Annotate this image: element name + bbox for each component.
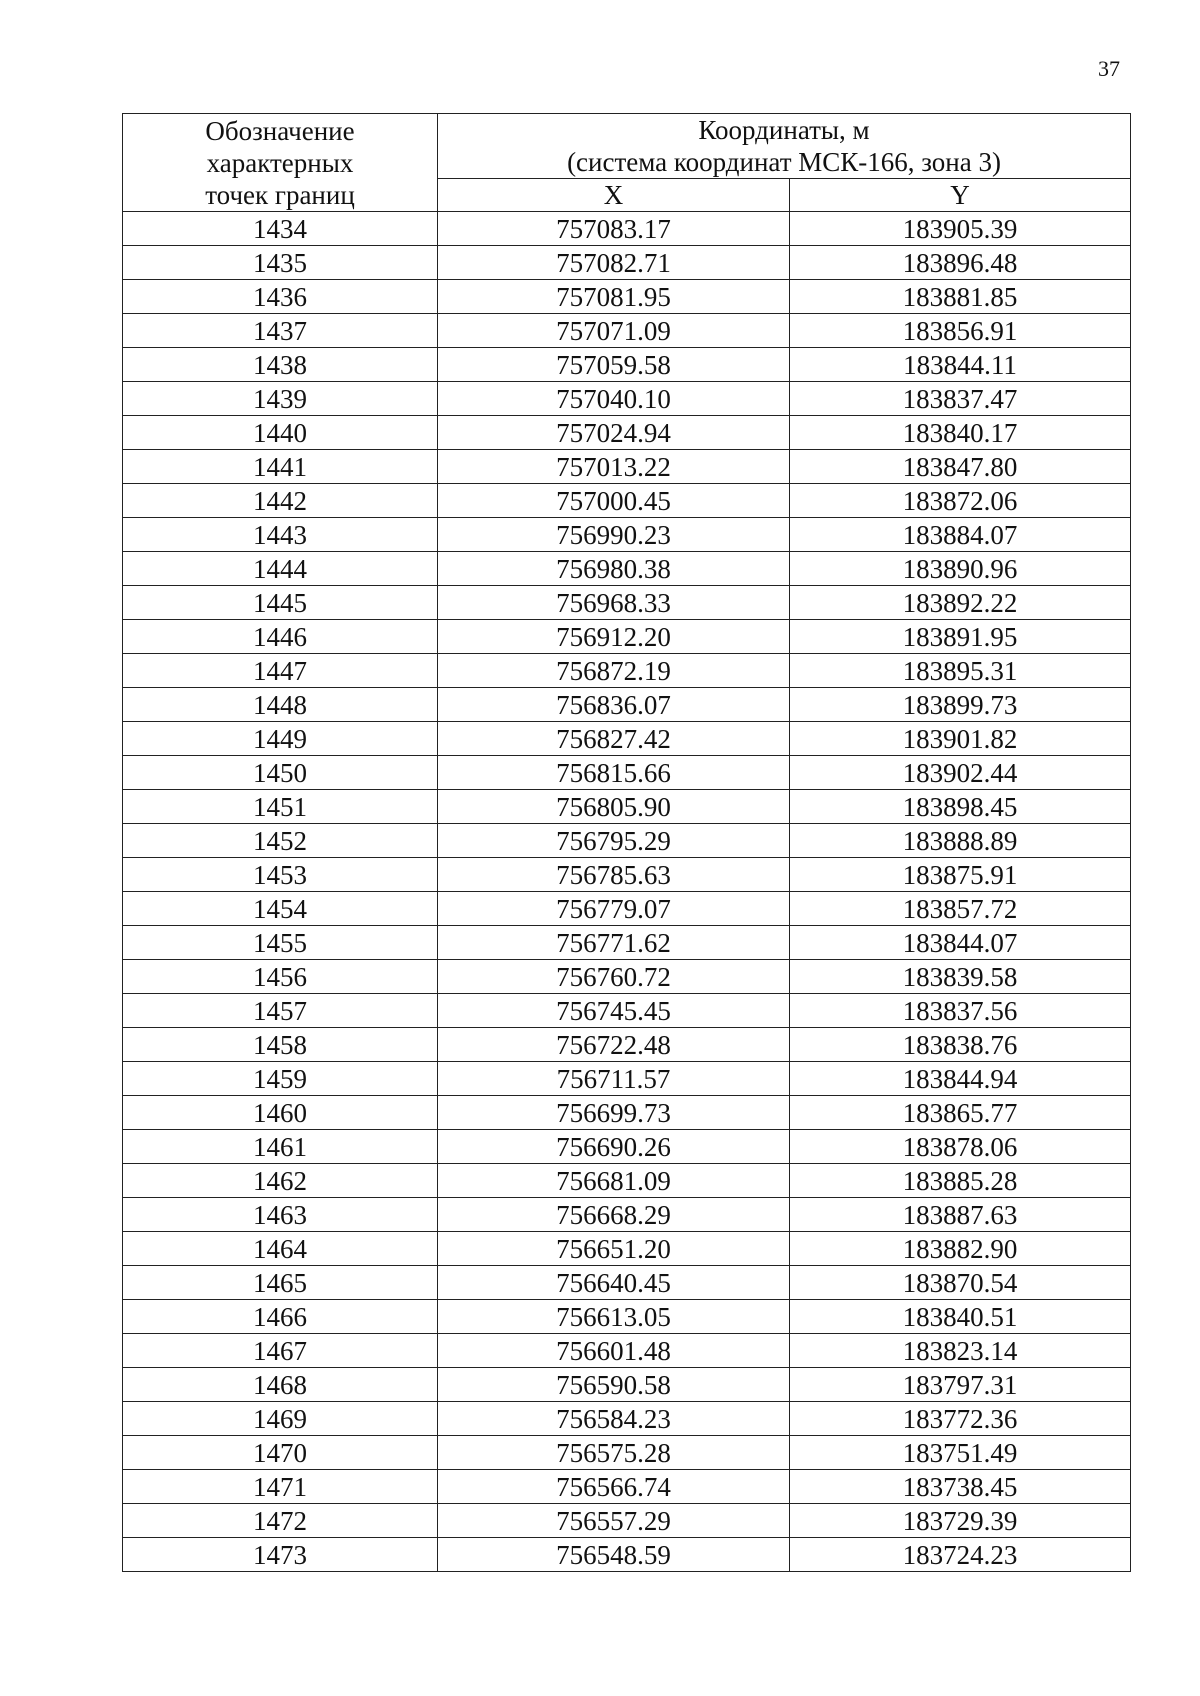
x-coordinate-cell: 756968.33 — [438, 586, 790, 620]
point-id-cell: 1469 — [123, 1402, 438, 1436]
y-coordinate-cell: 183844.94 — [790, 1062, 1131, 1096]
point-id-cell: 1444 — [123, 552, 438, 586]
point-id-cell: 1435 — [123, 246, 438, 280]
point-id-cell: 1438 — [123, 348, 438, 382]
point-id-cell: 1455 — [123, 926, 438, 960]
table-row — [123, 314, 1131, 348]
table-row — [123, 348, 1131, 382]
x-coordinate-cell: 757082.71 — [438, 246, 790, 280]
y-coordinate-cell: 183902.44 — [790, 756, 1131, 790]
table-row — [123, 416, 1131, 450]
y-coordinate-cell: 183847.80 — [790, 450, 1131, 484]
point-id-cell: 1468 — [123, 1368, 438, 1402]
coordinates-table — [122, 113, 1131, 1572]
x-coordinate-cell: 756590.58 — [438, 1368, 790, 1402]
x-coordinate-cell: 756601.48 — [438, 1334, 790, 1368]
point-id-cell: 1443 — [123, 518, 438, 552]
table-row — [123, 280, 1131, 314]
x-coordinate-cell: 757071.09 — [438, 314, 790, 348]
x-coordinate-cell: 757040.10 — [438, 382, 790, 416]
point-id-cell: 1471 — [123, 1470, 438, 1504]
y-coordinate-cell: 183892.22 — [790, 586, 1131, 620]
table-row — [123, 824, 1131, 858]
x-coordinate-cell: 756795.29 — [438, 824, 790, 858]
x-coordinate-cell: 756690.26 — [438, 1130, 790, 1164]
table-row — [123, 790, 1131, 824]
point-id-cell: 1440 — [123, 416, 438, 450]
table-row — [123, 1300, 1131, 1334]
x-coordinate-cell: 756575.28 — [438, 1436, 790, 1470]
point-id-cell: 1453 — [123, 858, 438, 892]
y-coordinate-cell: 183901.82 — [790, 722, 1131, 756]
table-header — [123, 114, 1131, 212]
point-id-cell: 1472 — [123, 1504, 438, 1538]
point-id-cell: 1450 — [123, 756, 438, 790]
table-row — [123, 1538, 1131, 1572]
table-row — [123, 1368, 1131, 1402]
table-row — [123, 654, 1131, 688]
x-coordinate-cell: 756640.45 — [438, 1266, 790, 1300]
y-coordinate-cell: 183875.91 — [790, 858, 1131, 892]
x-coordinate-cell: 757081.95 — [438, 280, 790, 314]
x-column-header: X — [438, 179, 790, 212]
x-coordinate-cell: 756836.07 — [438, 688, 790, 722]
point-id-cell: 1454 — [123, 892, 438, 926]
point-id-cell: 1439 — [123, 382, 438, 416]
y-coordinate-cell: 183840.17 — [790, 416, 1131, 450]
table-row — [123, 756, 1131, 790]
x-coordinate-cell: 756827.42 — [438, 722, 790, 756]
y-coordinate-cell: 183797.31 — [790, 1368, 1131, 1402]
x-coordinate-cell: 756805.90 — [438, 790, 790, 824]
x-coordinate-cell: 756722.48 — [438, 1028, 790, 1062]
table-row — [123, 1504, 1131, 1538]
point-header-line-2: характерных — [206, 147, 354, 178]
x-coordinate-cell: 757083.17 — [438, 212, 790, 246]
y-coordinate-cell: 183857.72 — [790, 892, 1131, 926]
point-id-cell: 1448 — [123, 688, 438, 722]
x-coordinate-cell: 756980.38 — [438, 552, 790, 586]
y-coordinate-cell: 183838.76 — [790, 1028, 1131, 1062]
x-coordinate-cell: 756711.57 — [438, 1062, 790, 1096]
table-row — [123, 1470, 1131, 1504]
table-row — [123, 484, 1131, 518]
coordinates-header — [438, 114, 1131, 179]
y-coordinate-cell: 183837.47 — [790, 382, 1131, 416]
point-id-cell: 1463 — [123, 1198, 438, 1232]
point-id-cell: 1434 — [123, 212, 438, 246]
y-coordinate-cell: 183896.48 — [790, 246, 1131, 280]
table-body — [123, 212, 1131, 1572]
point-header-line-1: Обозначение — [205, 115, 355, 146]
x-coordinate-cell: 757000.45 — [438, 484, 790, 518]
x-coordinate-cell: 756872.19 — [438, 654, 790, 688]
table-row — [123, 1402, 1131, 1436]
table-row — [123, 1096, 1131, 1130]
table-row — [123, 1028, 1131, 1062]
table-row — [123, 450, 1131, 484]
y-coordinate-cell: 183856.91 — [790, 314, 1131, 348]
point-id-cell: 1436 — [123, 280, 438, 314]
x-coordinate-cell: 757024.94 — [438, 416, 790, 450]
table-row — [123, 858, 1131, 892]
y-coordinate-cell: 183881.85 — [790, 280, 1131, 314]
table-row — [123, 246, 1131, 280]
table-row — [123, 1334, 1131, 1368]
x-coordinate-cell: 756681.09 — [438, 1164, 790, 1198]
y-coordinate-cell: 183839.58 — [790, 960, 1131, 994]
table-row — [123, 1164, 1131, 1198]
x-coordinate-cell: 756557.29 — [438, 1504, 790, 1538]
y-coordinate-cell: 183885.28 — [790, 1164, 1131, 1198]
x-coordinate-cell: 756771.62 — [438, 926, 790, 960]
point-id-cell: 1473 — [123, 1538, 438, 1572]
point-id-cell: 1437 — [123, 314, 438, 348]
x-coordinate-cell: 756745.45 — [438, 994, 790, 1028]
table-row — [123, 688, 1131, 722]
y-coordinate-cell: 183844.07 — [790, 926, 1131, 960]
coordinates-title: Координаты, м — [698, 115, 870, 145]
table-row — [123, 722, 1131, 756]
y-coordinate-cell: 183890.96 — [790, 552, 1131, 586]
y-coordinate-cell: 183772.36 — [790, 1402, 1131, 1436]
table-row — [123, 552, 1131, 586]
point-id-cell: 1470 — [123, 1436, 438, 1470]
y-coordinate-cell: 183884.07 — [790, 518, 1131, 552]
point-id-cell: 1467 — [123, 1334, 438, 1368]
x-coordinate-cell: 756548.59 — [438, 1538, 790, 1572]
x-coordinate-cell: 756779.07 — [438, 892, 790, 926]
y-coordinate-cell: 183840.51 — [790, 1300, 1131, 1334]
point-id-cell: 1451 — [123, 790, 438, 824]
coordinates-subtitle: (система координат МСК-166, зона 3) — [567, 147, 1001, 177]
point-id-cell: 1449 — [123, 722, 438, 756]
point-id-cell: 1458 — [123, 1028, 438, 1062]
y-coordinate-cell: 183878.06 — [790, 1130, 1131, 1164]
x-coordinate-cell: 756760.72 — [438, 960, 790, 994]
table-row — [123, 1130, 1131, 1164]
table-row — [123, 382, 1131, 416]
x-coordinate-cell: 757013.22 — [438, 450, 790, 484]
page-number: 37 — [1098, 56, 1120, 81]
table-row — [123, 1436, 1131, 1470]
table-row — [123, 994, 1131, 1028]
y-column-header: Y — [790, 179, 1131, 212]
table-row — [123, 892, 1131, 926]
x-coordinate-cell: 756990.23 — [438, 518, 790, 552]
x-coordinate-cell: 756699.73 — [438, 1096, 790, 1130]
point-id-cell: 1447 — [123, 654, 438, 688]
point-id-cell: 1452 — [123, 824, 438, 858]
point-designation-header — [123, 114, 438, 212]
point-id-cell: 1456 — [123, 960, 438, 994]
x-coordinate-cell: 756651.20 — [438, 1232, 790, 1266]
point-id-cell: 1462 — [123, 1164, 438, 1198]
table-row — [123, 620, 1131, 654]
y-coordinate-cell: 183729.39 — [790, 1504, 1131, 1538]
y-coordinate-cell: 183891.95 — [790, 620, 1131, 654]
point-id-cell: 1464 — [123, 1232, 438, 1266]
table-row — [123, 1198, 1131, 1232]
y-coordinate-cell: 183899.73 — [790, 688, 1131, 722]
x-coordinate-cell: 756668.29 — [438, 1198, 790, 1232]
y-coordinate-cell: 183865.77 — [790, 1096, 1131, 1130]
y-coordinate-cell: 183738.45 — [790, 1470, 1131, 1504]
x-coordinate-cell: 756584.23 — [438, 1402, 790, 1436]
y-coordinate-cell: 183872.06 — [790, 484, 1131, 518]
point-id-cell: 1466 — [123, 1300, 438, 1334]
y-coordinate-cell: 183882.90 — [790, 1232, 1131, 1266]
table-row — [123, 212, 1131, 246]
y-coordinate-cell: 183895.31 — [790, 654, 1131, 688]
y-coordinate-cell: 183844.11 — [790, 348, 1131, 382]
x-coordinate-cell: 756815.66 — [438, 756, 790, 790]
y-coordinate-cell: 183724.23 — [790, 1538, 1131, 1572]
table-row — [123, 1062, 1131, 1096]
point-id-cell: 1446 — [123, 620, 438, 654]
y-coordinate-cell: 183837.56 — [790, 994, 1131, 1028]
y-coordinate-cell: 183870.54 — [790, 1266, 1131, 1300]
point-id-cell: 1460 — [123, 1096, 438, 1130]
table-row — [123, 586, 1131, 620]
y-coordinate-cell: 183823.14 — [790, 1334, 1131, 1368]
x-coordinate-cell: 756912.20 — [438, 620, 790, 654]
point-id-cell: 1442 — [123, 484, 438, 518]
point-id-cell: 1445 — [123, 586, 438, 620]
point-id-cell: 1459 — [123, 1062, 438, 1096]
y-coordinate-cell: 183888.89 — [790, 824, 1131, 858]
table-row — [123, 518, 1131, 552]
table-row — [123, 926, 1131, 960]
y-coordinate-cell: 183887.63 — [790, 1198, 1131, 1232]
x-coordinate-cell: 757059.58 — [438, 348, 790, 382]
point-id-cell: 1441 — [123, 450, 438, 484]
y-coordinate-cell: 183898.45 — [790, 790, 1131, 824]
table-row — [123, 960, 1131, 994]
point-id-cell: 1465 — [123, 1266, 438, 1300]
y-coordinate-cell: 183905.39 — [790, 212, 1131, 246]
y-coordinate-cell: 183751.49 — [790, 1436, 1131, 1470]
point-id-cell: 1461 — [123, 1130, 438, 1164]
x-coordinate-cell: 756785.63 — [438, 858, 790, 892]
table-row — [123, 1232, 1131, 1266]
x-coordinate-cell: 756613.05 — [438, 1300, 790, 1334]
table-row — [123, 1266, 1131, 1300]
point-id-cell: 1457 — [123, 994, 438, 1028]
x-coordinate-cell: 756566.74 — [438, 1470, 790, 1504]
point-header-line-3: точек границ — [205, 179, 355, 210]
